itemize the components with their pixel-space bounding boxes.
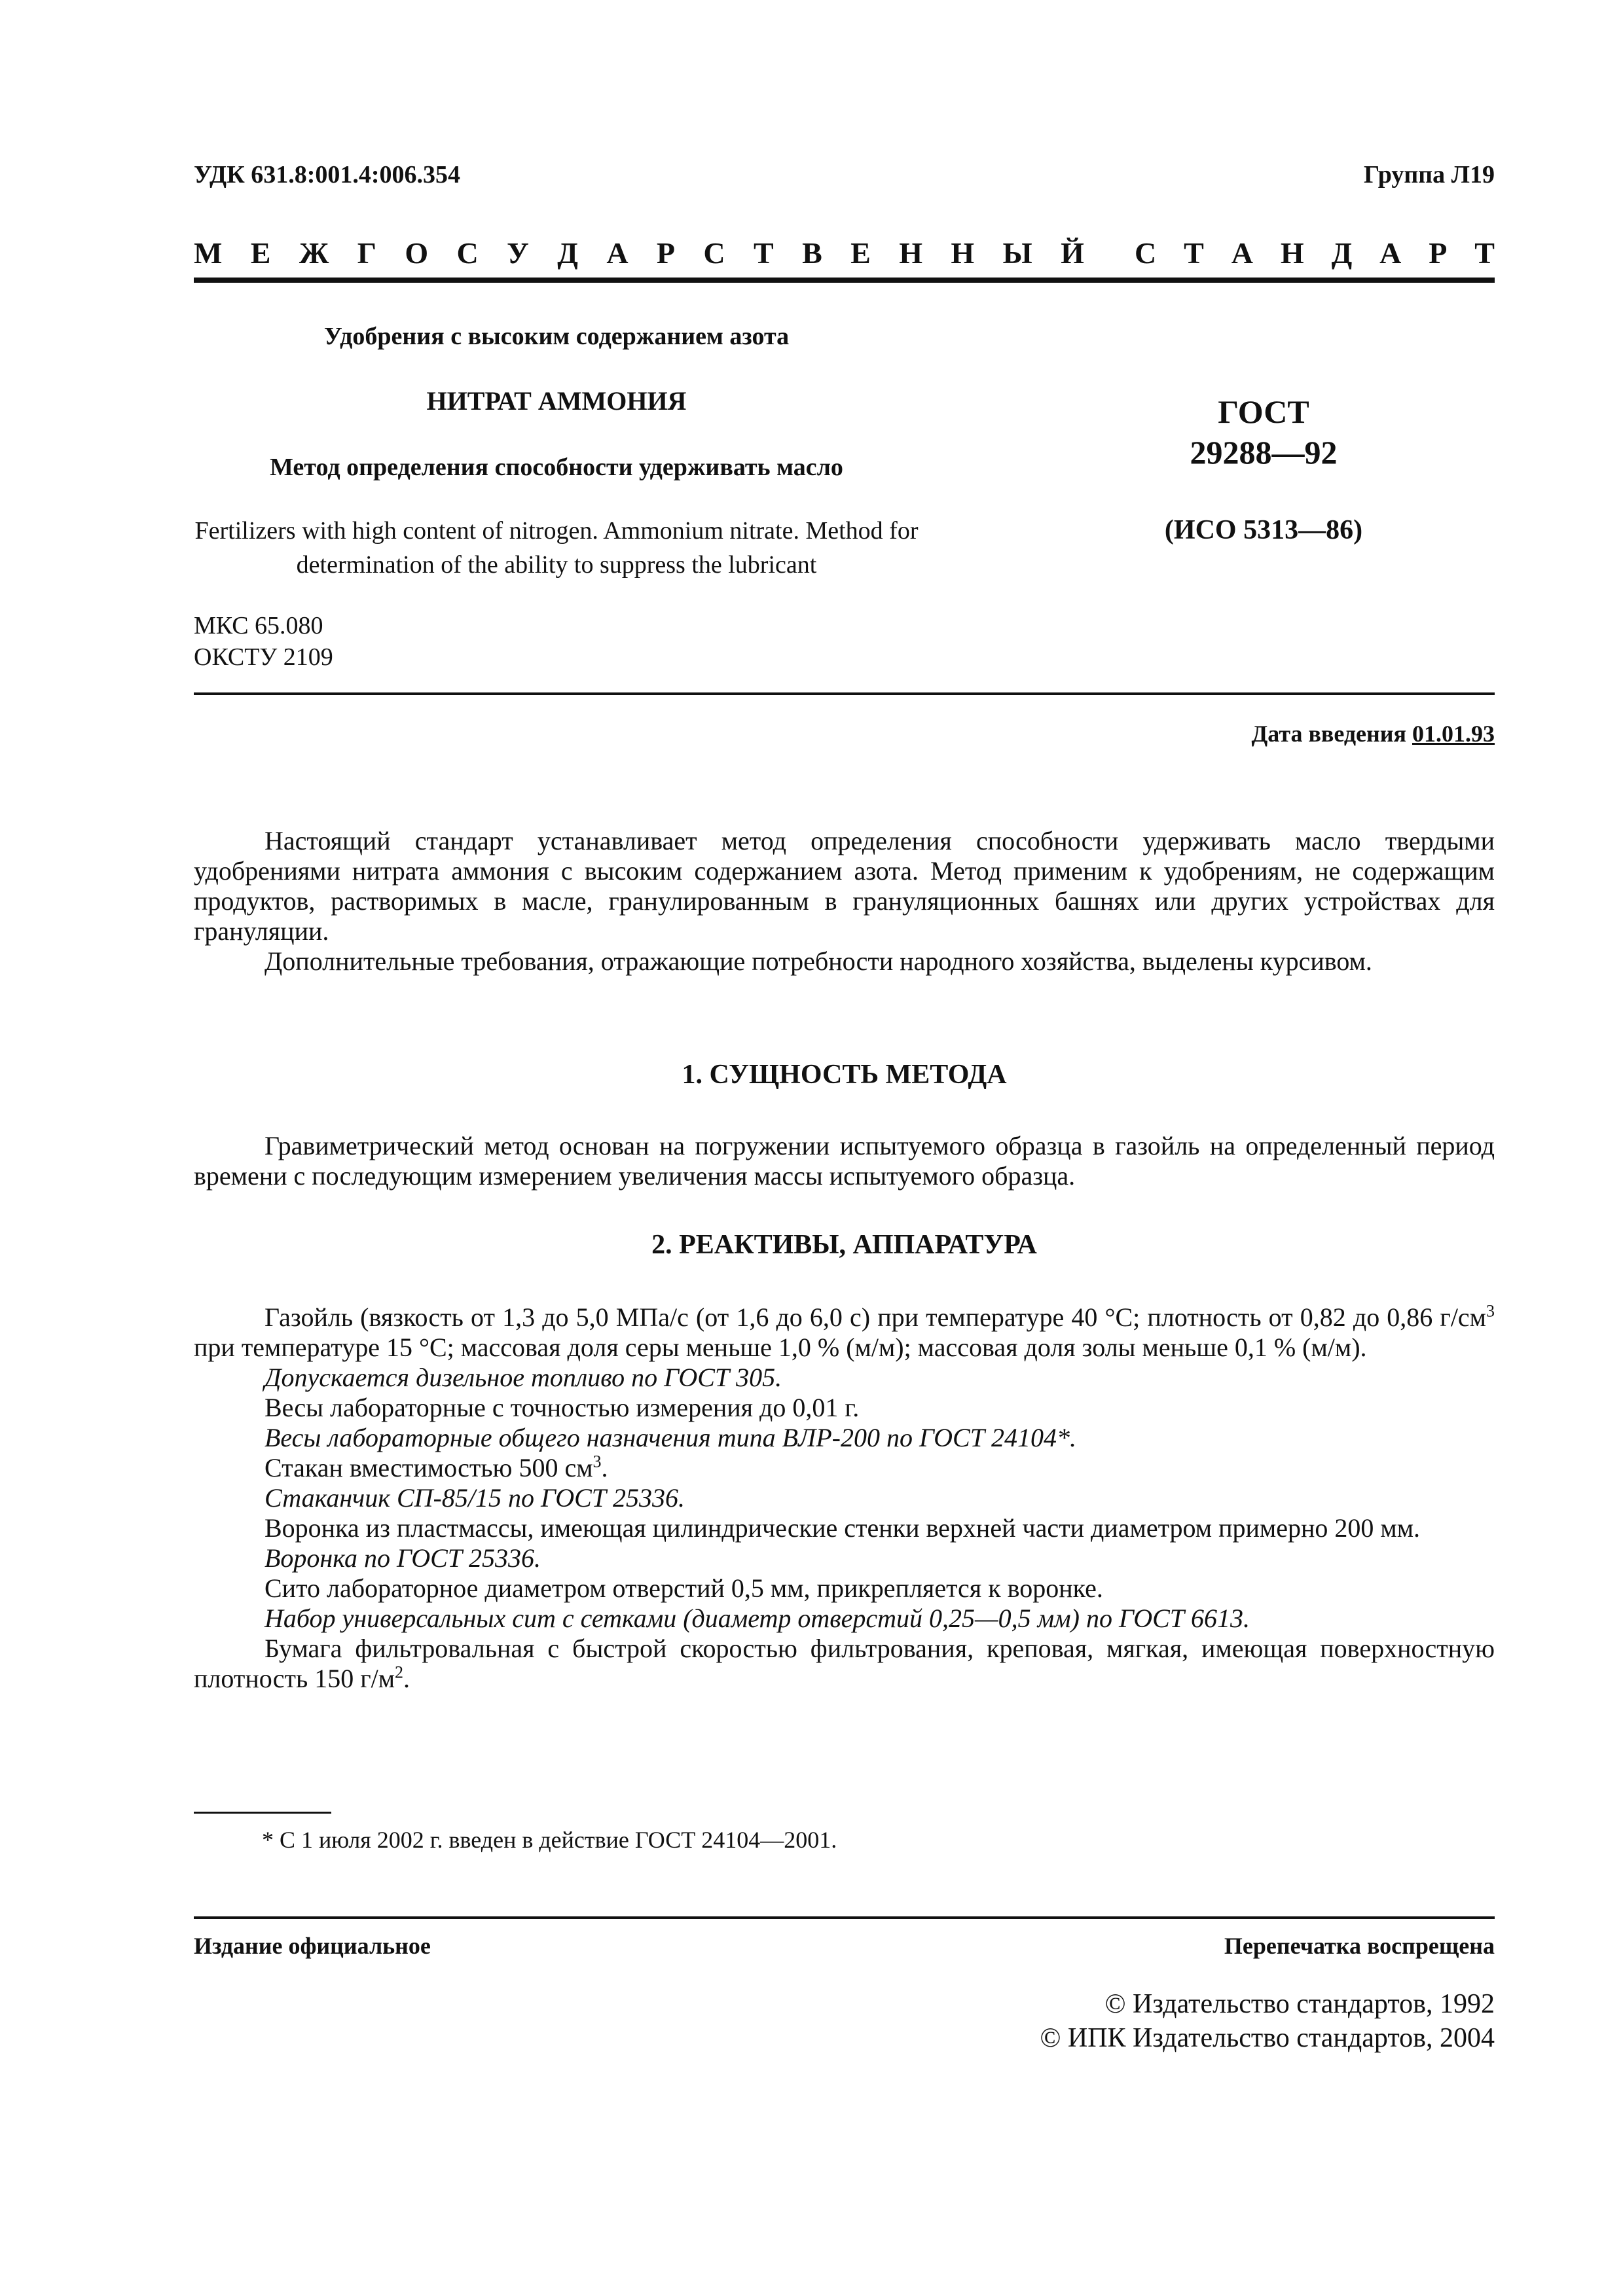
section-paragraph: Набор универсальных сит с сетками (диаметр отверстий 0,25—0,5 мм) по ГОСТ 6613.: [264, 1604, 1250, 1633]
copyright-line: © Издательство стандартов, 1992: [1104, 1989, 1495, 2019]
gasoil-text-cont: при температуре 15 °С; массовая доля серы меньше 1,0 % (м/м); массовая доля золы меньше 0,1 % (м/м).: [194, 1333, 1367, 1362]
official-edition: Издание официальное: [194, 1933, 431, 1959]
section-paragraph: Воронка из пластмассы, имеющая цилиндрические стенки верхней части диаметром примерно 200 мм.: [264, 1513, 1420, 1543]
superscript: 3: [1486, 1301, 1495, 1321]
footnote-divider: [194, 1812, 331, 1814]
section-paragraph: Весы лабораторные общего назначения типа ВЛР-200 по ГОСТ 24104*.: [264, 1423, 1076, 1452]
banner-word2-letter: А: [1231, 236, 1253, 270]
udk-code: УДК 631.8:001.4:006.354: [194, 161, 461, 188]
banner-word2-letter: Т: [1474, 236, 1495, 270]
standard-banner: [194, 236, 1495, 270]
gost-number: 29288—92: [1190, 434, 1338, 471]
group-code: Группа Л19: [1363, 161, 1495, 188]
banner-word1-letter: Е: [250, 236, 271, 270]
iso-reference: (ИСО 5313—86): [1164, 515, 1363, 545]
classification-codes: [194, 610, 333, 673]
section-paragraph: Стаканчик СП-85/15 по ГОСТ 25336.: [264, 1483, 685, 1513]
header-divider: [194, 278, 1495, 283]
section-paragraph: Весы лабораторные с точностью измерения до 0,01 г.: [264, 1393, 860, 1422]
reprint-notice: Перепечатка воспрещена: [1224, 1933, 1495, 1959]
banner-word1-letter: А: [606, 236, 629, 270]
section-paragraph: [194, 1634, 1495, 1694]
copyright-line: © ИПК Издательство стандартов, 2004: [1040, 2023, 1495, 2053]
title-category: Удобрения с высоким содержанием азота: [323, 323, 790, 350]
section-paragraph: [194, 1302, 1495, 1363]
section-heading: 2. РЕАКТИВЫ, АППАРАТУРА: [651, 1230, 1037, 1260]
date-label: Дата введения: [1251, 721, 1406, 747]
footer-divider: [194, 1916, 1495, 1919]
section-paragraph: Воронка по ГОСТ 25336.: [264, 1543, 541, 1573]
intro-text: [194, 826, 1495, 977]
section-paragraph: Гравиметрический метод основан на погружении испытуемого образца в газойль на определенный период времени с последующим измерением увеличения массы испытуемого образца.: [194, 1131, 1495, 1191]
copyright-block: [1040, 1987, 1495, 2055]
paper-text-cont: .: [403, 1664, 410, 1693]
okstu-code: ОКСТУ 2109: [194, 643, 333, 671]
title-method: Метод определения способности удерживать масло: [270, 454, 843, 481]
beaker-text-cont: .: [601, 1453, 608, 1482]
banner-word1-letter: Т: [754, 236, 774, 270]
banner-word1-letter: Ы: [1002, 236, 1032, 270]
banner-word1-letter: У: [507, 236, 529, 270]
section-1-text: [194, 1131, 1495, 1191]
mks-code: МКС 65.080: [194, 612, 323, 639]
banner-word1-letter: Д: [557, 236, 578, 270]
banner-word1-letter: Н: [951, 236, 975, 270]
section-paragraph: Сито лабораторное диаметром отверстий 0,5 мм, прикрепляется к воронке.: [264, 1573, 1103, 1603]
beaker-text: Стакан вместимостью 500 см: [264, 1453, 593, 1482]
title-divider: [194, 692, 1495, 695]
gasoil-text: Газойль (вязкость от 1,3 до 5,0 МПа/с (от 1,6 до 6,0 с) при температуре 40 °С; плотность от 0,82 до 0,86 г/см: [264, 1302, 1486, 1332]
banner-word2-letter: Р: [1429, 236, 1448, 270]
banner-word-interstate: [194, 236, 1084, 270]
banner-word1-letter: Р: [656, 236, 676, 270]
paper-text: Бумага фильтровальная с быстрой скоростью фильтрования, креповая, мягкая, имеющая поверхностную плотность 150 г/м: [194, 1634, 1495, 1693]
english-title-line: determination of the ability to suppress the lubricant: [296, 551, 817, 579]
title-main: НИТРАТ АММОНИЯ: [426, 386, 687, 416]
banner-word-standard: [1135, 236, 1495, 270]
banner-word2-letter: А: [1379, 236, 1402, 270]
banner-word1-letter: Н: [899, 236, 922, 270]
section-2-text: [194, 1302, 1495, 1694]
section-paragraph: Допускается дизельное топливо по ГОСТ 305.: [264, 1363, 782, 1392]
english-title-line: Fertilizers with high content of nitrogen. Ammonium nitrate. Method for: [194, 517, 919, 545]
banner-word2-letter: Н: [1280, 236, 1304, 270]
banner-word2-letter: Д: [1331, 236, 1353, 270]
banner-word1-letter: С: [703, 236, 725, 270]
banner-word1-letter: О: [405, 236, 429, 270]
banner-word1-letter: Й: [1061, 236, 1084, 270]
superscript: 2: [395, 1662, 404, 1682]
banner-word2-letter: Т: [1184, 236, 1204, 270]
footnote: * С 1 июля 2002 г. введен в действие ГОСТ 24104—2001.: [262, 1827, 837, 1853]
banner-word2-letter: С: [1135, 236, 1157, 270]
superscript: 3: [593, 1452, 602, 1471]
section-paragraph: [194, 1453, 1495, 1483]
section-heading: 1. СУЩНОСТЬ МЕТОДА: [682, 1060, 1007, 1090]
banner-word1-letter: М: [194, 236, 223, 270]
banner-word1-letter: Е: [850, 236, 871, 270]
banner-word1-letter: В: [802, 236, 822, 270]
english-title: [170, 514, 943, 582]
banner-word1-letter: Ж: [299, 236, 329, 270]
introduction-date: [1252, 720, 1495, 747]
gost-designation: [1100, 391, 1427, 473]
intro-paragraph: Настоящий стандарт устанавливает метод определения способности удерживать масло твердыми удобрениями нитрата аммония с высоким содержанием азота. Метод применим к удобрениям, не содержащим продуктов, растворимых в масле, гранулированным в грануляционных башнях или других устройствах для грануляции.: [194, 826, 1495, 946]
date-value: 01.01.93: [1412, 721, 1495, 747]
banner-word1-letter: Г: [357, 236, 376, 270]
intro-paragraph: Дополнительные требования, отражающие потребности народного хозяйства, выделены курсивом.: [264, 946, 1372, 976]
banner-word1-letter: С: [456, 236, 479, 270]
gost-label: ГОСТ: [1218, 393, 1309, 430]
